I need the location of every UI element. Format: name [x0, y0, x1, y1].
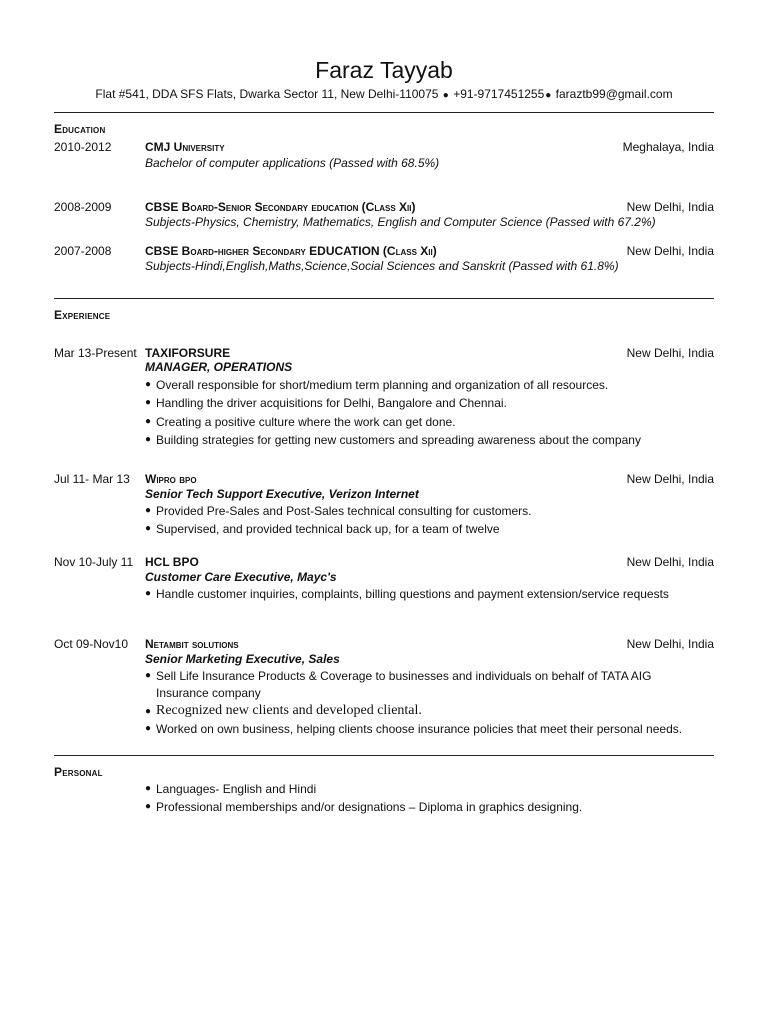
entry-location: New Delhi, India	[626, 200, 714, 214]
list-item: ● Provided Pre-Sales and Post-Sales technical consulting for customers.	[145, 504, 532, 518]
entry-company: Netambit solutions	[145, 637, 239, 651]
bullet-marker: ●	[145, 801, 152, 813]
personal-heading: Personal	[54, 765, 103, 779]
divider	[54, 112, 714, 113]
list-item: ● Creating a positive culture where the work can get done.	[145, 414, 456, 429]
bullet-separator: ●	[545, 90, 552, 101]
list-item: ● Building strategies for getting new customers and spreading awareness about the company	[145, 432, 641, 447]
list-item: ● Supervised, and provided technical back up, for a team of twelve	[145, 522, 500, 537]
divider	[54, 755, 714, 756]
entry-bullets	[145, 668, 690, 739]
bullet-marker: ●	[145, 723, 152, 735]
entry-institution: CMJ University	[145, 140, 225, 154]
education-heading: Education	[54, 122, 106, 136]
divider	[54, 298, 714, 299]
entry-dates: 2008-2009	[54, 200, 112, 214]
entry-role: Customer Care Executive, Mayc's	[145, 570, 337, 584]
bullet-marker: ●	[145, 523, 152, 535]
list-item: ● Recognized new clients and developed cliental.	[145, 703, 690, 720]
entry-details: Subjects-Hindi,English,Maths,Science,Social Sciences and Sanskrit (Passed with 61.8%)	[145, 259, 619, 273]
entry-dates: Nov 10-July 11	[54, 555, 134, 569]
bullet-separator: ●	[442, 90, 449, 101]
entry-location: New Delhi, India	[626, 244, 714, 258]
entry-institution: CBSE Board-Senior Secondary education (Class Xii)	[145, 200, 416, 214]
entry-dates: 2007-2008	[54, 244, 112, 258]
entry-bullets	[145, 503, 715, 540]
entry-dates: Jul 11- Mar 13	[54, 472, 130, 486]
list-item: ● Sell Life Insurance Products & Coverage to businesses and individuals on behalf of TATA AIG Insurance company	[145, 669, 652, 700]
list-item: ● Worked on own business, helping clients choose insurance policies that meet their personal needs.	[145, 722, 683, 737]
candidate-name: Faraz Tayyab	[315, 57, 453, 83]
entry-location: New Delhi, India	[626, 346, 714, 360]
address: Flat #541, DDA SFS Flats, Dwarka Sector 11, New Delhi-110075	[95, 87, 439, 101]
list-item: ● Handle customer inquiries, complaints, billing questions and payment extension/service requests	[145, 587, 669, 601]
bullet-marker: ●	[145, 670, 152, 681]
entry-location: New Delhi, India	[626, 555, 714, 569]
entry-company: HCL BPO	[145, 555, 199, 569]
entry-company: TAXIFORSURE	[145, 346, 231, 360]
entry-bullets	[145, 586, 715, 604]
bullet-marker: ●	[145, 783, 152, 794]
contact-line	[0, 86, 768, 104]
entry-location: Meghalaya, India	[622, 140, 714, 154]
entry-location: New Delhi, India	[626, 637, 714, 651]
entry-dates: Oct 09-Nov10	[54, 637, 129, 651]
bullet-marker: ●	[145, 588, 152, 599]
entry-bullets	[145, 377, 715, 450]
entry-company: Wipro bpo	[145, 472, 197, 486]
bullet-marker: ●	[145, 379, 152, 390]
phone: +91-9717451255	[453, 87, 545, 101]
entry-dates: Mar 13-Present	[54, 346, 137, 360]
list-item: ● Handling the driver acquisitions for Delhi, Bangalore and Chennai.	[145, 396, 507, 411]
personal-bullets	[145, 781, 715, 818]
bullet-marker: ●	[145, 433, 152, 445]
experience-heading: Experience	[54, 308, 111, 322]
bullet-marker: ●	[145, 505, 152, 516]
email: faraztb99@gmail.com	[555, 87, 673, 101]
list-item: ● Languages- English and Hindi	[145, 782, 317, 796]
entry-institution: CBSE Board-higher Secondary EDUCATION (Class Xii)	[145, 244, 437, 258]
list-item: ● Overall responsible for short/medium term planning and organization of all resources.	[145, 378, 609, 392]
entry-role: Senior Marketing Executive, Sales	[145, 652, 340, 666]
entry-role: Senior Tech Support Executive, Verizon Internet	[145, 487, 419, 501]
list-item: ● Professional memberships and/or designations – Diploma in graphics designing.	[145, 800, 583, 815]
entry-dates: 2010-2012	[54, 140, 112, 154]
entry-location: New Delhi, India	[626, 472, 714, 486]
entry-details: Bachelor of computer applications (Passed with 68.5%)	[145, 156, 440, 170]
bullet-marker: ●	[145, 397, 152, 409]
bullet-marker: ●	[145, 415, 152, 427]
entry-role: MANAGER, OPERATIONS	[145, 360, 293, 374]
bullet-marker: ●	[145, 705, 152, 717]
entry-details: Subjects-Physics, Chemistry, Mathematics, English and Computer Science (Passed with 67.2%)	[145, 215, 656, 229]
